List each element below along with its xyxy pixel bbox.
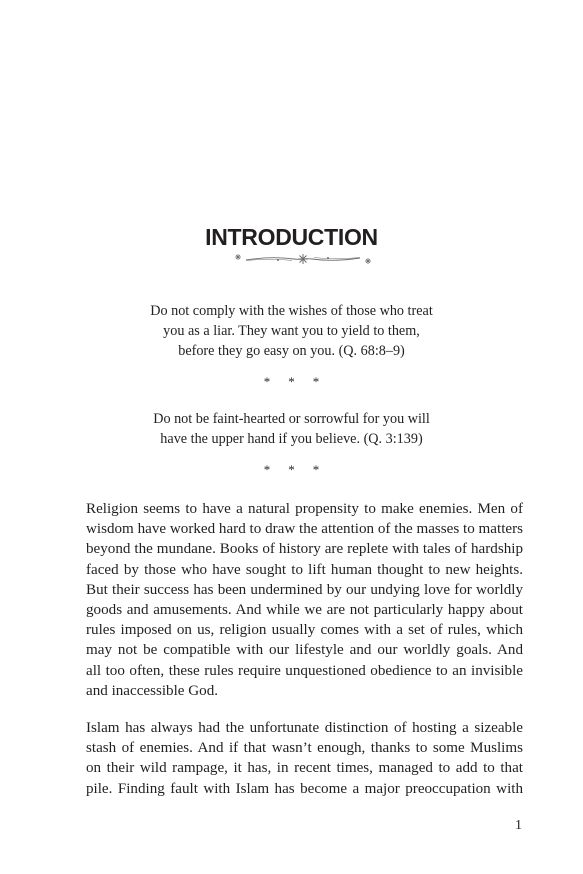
epigraph-line: you as a liar. They want you to yield to them,	[163, 323, 420, 339]
body-paragraph	[86, 499, 523, 701]
paragraph-line: Religion seems to have a natural propensity to make enemies. Men of	[86, 501, 523, 517]
separator-star: *	[288, 374, 295, 389]
separator-star: *	[312, 374, 320, 389]
paragraph-line: may not be compatible with our lifestyle and our worldly goals. And	[86, 642, 523, 659]
paragraph-line: and inaccessible God.	[86, 682, 219, 699]
page-number: 1	[515, 818, 522, 833]
epigraph-quran-68	[0, 301, 583, 361]
epigraph-line: before they go easy on you. (Q. 68:8–9)	[178, 343, 405, 359]
paragraph-line: rules imposed on us, religion usually comes with a set of rules, which	[86, 622, 523, 639]
chapter-title: INTRODUCTION	[205, 224, 378, 250]
paragraph-line: Islam has always had the unfortunate distinction of hosting a sizeable	[86, 720, 523, 736]
epigraph-line: Do not comply with the wishes of those who treat	[150, 303, 433, 319]
paragraph-line: wisdom have worked hard to draw the attention of the masses to matters	[86, 521, 523, 538]
paragraph-line: beyond the mundane. Books of history are replete with tales of hardship	[86, 541, 523, 558]
section-separator	[0, 462, 583, 478]
paragraph-line: goods and amusements. And while we are not particularly happy about	[86, 601, 523, 618]
paragraph-line: all too often, these rules require unquestioned obedience to an invisible	[86, 662, 523, 679]
body-paragraph	[86, 718, 523, 799]
paragraph-line: pile. Finding fault with Islam has become a major preoccupation with	[86, 780, 523, 797]
paragraph-line: on their wild rampage, it has, in recent times, managed to add to that	[86, 760, 523, 777]
paragraph-line: stash of enemies. And if that wasn’t enough, thanks to some Muslims	[86, 740, 523, 757]
epigraph-line: Do not be faint-hearted or sorrowful for you will	[153, 411, 430, 427]
paragraph-line: faced by those who have sought to lift human thought to new heights.	[86, 561, 523, 578]
section-separator	[0, 374, 583, 390]
separator-star: *	[263, 374, 271, 389]
paragraph-line: But their success has been undermined by our undying love for worldly	[86, 581, 523, 598]
separator-star: *	[312, 462, 320, 477]
epigraph-quran-3	[0, 409, 583, 449]
separator-star: *	[263, 462, 271, 477]
floral-divider-icon	[232, 251, 374, 267]
separator-star: *	[288, 462, 295, 477]
epigraph-line: have the upper hand if you believe. (Q. 3:139)	[160, 431, 423, 447]
